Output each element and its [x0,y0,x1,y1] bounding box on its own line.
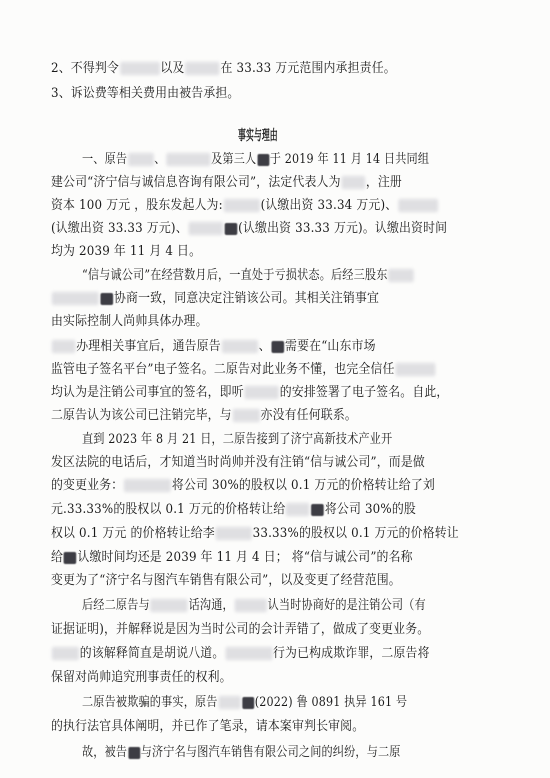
redacted-name-blur [185,62,219,75]
text-segment: 事实与理由 [238,128,278,144]
paragraph-6-line-2 [51,669,546,687]
text-segment: 协商一致，同意决定注销该公司。其相关注销事宜 [114,291,380,306]
redacted-name-blur [216,527,252,540]
text-segment: 的执行法官具体阐明，并已作了笔录，请本案审判长审阅。 [51,719,365,734]
text-segment: “信与诚公司”在经营数月后，一直处于亏损状态。后经三股东 [82,268,388,283]
text-segment: 后经二原告与 [82,598,150,613]
paragraph-4-line-3 [51,477,546,495]
text-segment: 发区法院的电话后，才知道当时尚帅并没有注销“信与诚公司”，而是做 [51,455,425,470]
redacted-name-blur [120,62,160,75]
text-segment: 与济宁名与图汽车销售有限公司之间的纠纷，与二原 [140,745,401,760]
text-segment: (2022) 鲁 0891 执异 161 号 [254,695,408,710]
paragraph-5-line-2 [51,621,546,639]
redacted-name-blur [388,269,413,282]
text-segment: 话沟通， [188,598,234,613]
paragraph-2-line-3 [51,313,546,331]
redacted-name-blur [245,386,279,399]
text-segment: 资本 100 万元 ，股东发起人为: [51,198,223,213]
text-segment: ，注册 [365,175,402,190]
redacted-name-blur [396,363,436,376]
text-segment: 故，被告 [82,745,128,760]
text-segment: 将公司 30%的股 [324,502,416,517]
redacted-name-blur [64,552,77,564]
text-segment: 保留对尚帅追究刑事责任的权利。 [51,670,232,685]
text-segment: 将公司 30%的股权以 0.1 万元的价格转让给了刘 [171,478,435,493]
redacted-name-blur [189,222,223,235]
text-segment: 认当时协商好的是注销公司（有 [267,598,426,613]
text-segment: 、 [154,152,166,167]
text-segment: 、 [258,339,271,354]
paragraph-1-line-1 [82,151,546,169]
text-segment: 33.33%的股权以 0.1 万元的价格转让 [252,526,459,541]
text-segment: 建公司“济宁信与诚信息咨询有限公司”，法定代表人为 [51,175,341,190]
redacted-name-blur [225,647,272,660]
text-segment: 给 [51,550,64,565]
paragraph-1-line-2 [51,174,546,192]
section-title [238,127,546,145]
paragraph-2-line-2 [51,290,546,308]
text-segment: 元. [51,502,68,517]
paragraph-4-line-1 [82,431,546,449]
text-segment: 33.33%的股权以 0.1 万元的价格转让给 [67,502,286,517]
paragraph-1-line-5 [51,243,546,261]
text-segment: 以及 [160,61,185,76]
text-segment: 需要在“山东市场 [285,339,376,354]
paragraph-2-line-1 [82,267,546,285]
paragraph-4-line-2 [51,454,546,472]
redacted-name-blur [224,199,260,212]
redacted-name-blur [272,341,285,353]
text-segment: 办理相关事宜后，通告原告 [76,339,221,354]
paragraph-7-line-1 [82,694,546,712]
paragraph-3-line-2 [51,361,546,379]
redacted-name-blur [52,647,79,660]
text-segment: 均为 2039 年 11 月 4 日。 [51,244,202,259]
redacted-name-blur [225,223,238,235]
redacted-name-blur [342,176,365,189]
text-segment: (认缴出资 33.34 万元)、 [260,198,398,213]
line-claim-2 [51,60,546,78]
text-segment: 二原告认为该公司已注销完毕，与 [51,408,232,423]
line-claim-3 [51,85,546,103]
text-segment: 变更为了“济宁名与图汽车销售有限公司”，以及变更了经营范围。 [51,573,401,588]
redacted-name-blur [124,479,171,492]
text-segment: 在 33.33 万元范围内承担责任。 [220,61,396,76]
redacted-name-blur [218,696,240,709]
text-segment: 的变更业务： [51,478,124,493]
text-segment: (认缴出资 33.33 万元)、 [51,221,188,236]
paragraph-5-line-1 [82,597,546,615]
text-segment: 于 2019 年 11 月 14 日共同组 [269,152,430,167]
text-segment: 均认为是注销公司事宜的签名，即听 [51,385,244,400]
text-segment: 由实际控制人尚帅具体办理。 [51,314,208,329]
paragraph-4-line-5 [51,525,546,543]
text-segment: 的安排签署了电子签名。自此， [279,385,449,400]
text-segment: 权以 0.1 万元 的价格转让给李 [51,526,215,541]
paragraph-7-line-2 [51,718,546,736]
redacted-name-blur [101,293,114,305]
redacted-name-blur [311,504,324,516]
redacted-name-blur [242,697,254,709]
paragraph-3-line-4 [51,407,546,425]
redacted-name-blur [257,154,269,166]
redacted-name-blur [151,599,188,612]
text-segment: 亦没有任何联系。 [260,408,357,423]
redacted-name-blur [233,409,260,422]
text-segment: 一、原告 [82,152,128,167]
redacted-name-blur [398,199,438,212]
redacted-name-blur [128,153,153,166]
text-segment: 及第三人 [211,152,257,167]
paragraph-3-line-1 [51,338,546,356]
paragraph-1-line-3 [51,197,546,215]
paragraph-8-line-1 [82,744,546,762]
redacted-name-blur [128,747,140,759]
redacted-name-blur [235,599,267,612]
paragraph-4-line-6 [51,549,546,567]
redacted-name-blur [222,340,258,353]
text-segment: 直到 2023 年 8 月 21 日，二原告接到了济宁高新技术产业开 [82,432,393,447]
text-segment: 2、不得判令 [51,61,119,76]
text-segment: 的该解释简直是胡说八道。 [79,646,225,661]
text-segment: 监管电子签名平台”电子签名。二原告对此业务不懂，也完全信任 [51,362,395,377]
redacted-name-blur [52,340,75,353]
paragraph-1-line-4 [51,220,546,238]
redacted-name-blur [286,503,309,516]
text-segment: (认缴出资 33.33 万元)。认缴出资时间 [238,221,448,236]
redacted-name-blur [166,153,210,166]
text-segment: 认缴时间均还是 2039 年 11 月 4 日； 将“信与诚公司”的名称 [77,550,413,565]
text-segment: 行为已构成欺诈罪，二原告将 [272,646,430,661]
text-segment: 3、诉讼费等相关费用由被告承担。 [51,86,240,101]
paragraph-4-line-7 [51,572,546,590]
paragraph-4-line-4 [51,501,546,519]
text-segment: 二原告被欺骗的事实，原告 [82,695,218,710]
paragraph-3-line-3 [51,384,546,402]
paragraph-6-line-1 [51,645,546,663]
redacted-name-blur [52,292,99,305]
text-segment: 证据证明)，并解释说是因为当时公司的会计弄错了，做成了变更业务。 [51,622,430,637]
